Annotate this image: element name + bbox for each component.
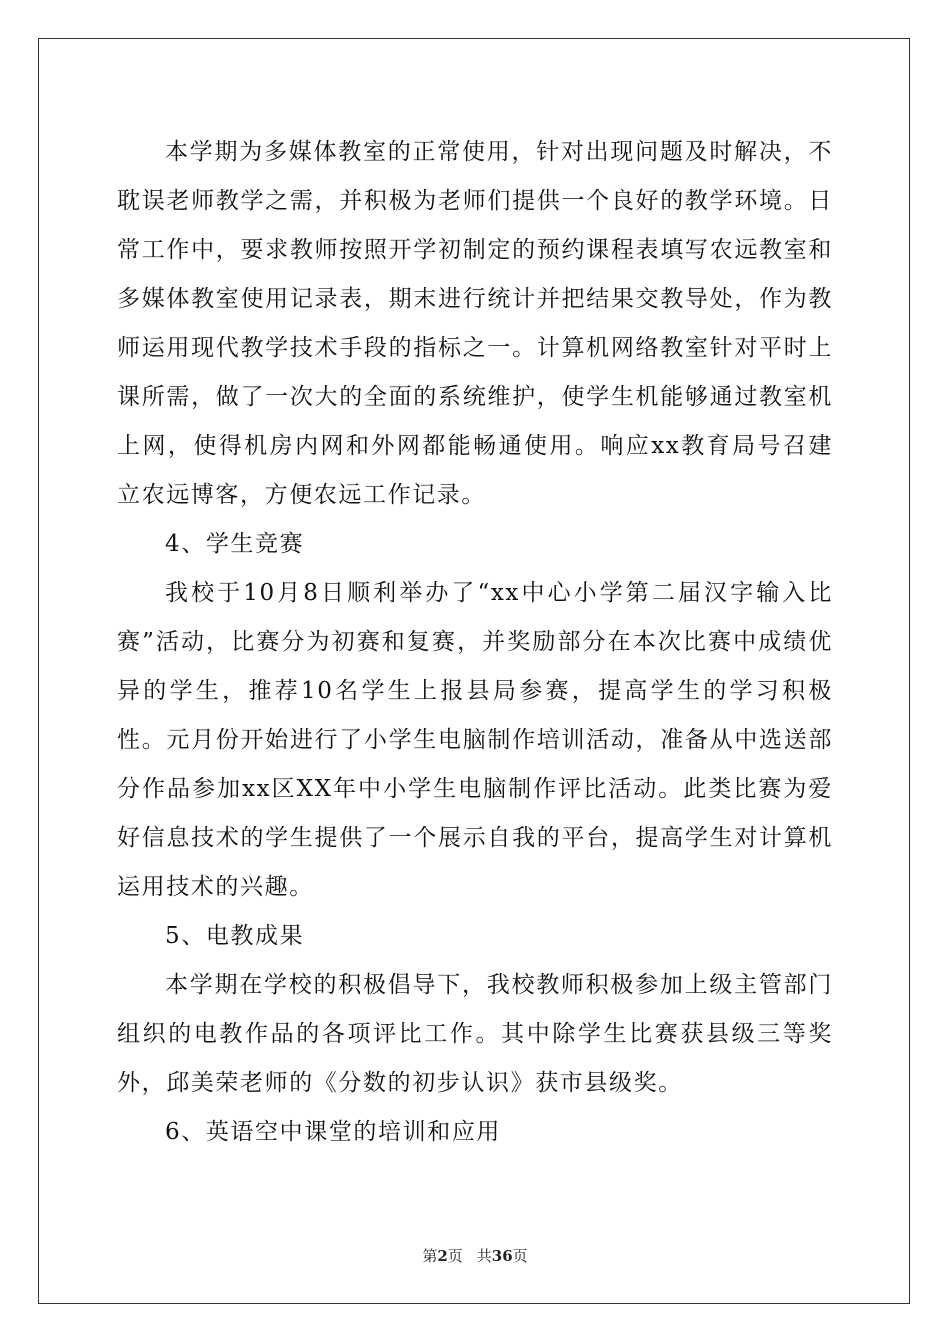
footer-page-number: 2	[437, 1247, 448, 1265]
page-footer	[0, 1246, 950, 1266]
footer-page-suffix: 页	[447, 1247, 463, 1265]
footer-total-prefix: 共	[476, 1247, 492, 1265]
section-heading-audiovisual-results: 5、电教成果	[165, 923, 305, 949]
paragraph-multimedia-classroom: 本学期为多媒体教室的正常使用，针对出现问题及时解决，不耽误老师教学之需，并积极为老师们提供一个良好的教学环境。日常工作中，要求教师按照开学初制定的预约课程表填写农远教室和多媒体教室使用记录表，期末进行统计并把结果交教导处，作为教师运用现代教学技术手段的指标之一。计算机网络教室针对平时上课所需，做了一次大的全面的系统维护，使学生机能够通过教室机上网，使得机房内网和外网都能畅通使用。响应xx教育局号召建立农远博客，方便农远工作记录。	[117, 139, 833, 508]
paragraph-audiovisual-results: 本学期在学校的积极倡导下，我校教师积极参加上级主管部门组织的电教作品的各项评比工作。其中除学生比赛获县级三等奖外，邱美荣老师的《分数的初步认识》获市县级奖。	[117, 972, 833, 1096]
section-heading-english-air-class: 6、英语空中课堂的培训和应用	[165, 1119, 502, 1145]
footer-prefix: 第	[422, 1247, 438, 1265]
section-heading-student-competition: 4、学生竞赛	[165, 531, 305, 557]
footer-total-suffix: 页	[512, 1247, 528, 1265]
document-body	[117, 128, 833, 1157]
footer-total-pages: 36	[491, 1247, 513, 1265]
paragraph-student-competition: 我校于10月8日顺利举办了“xx中心小学第二届汉字输入比赛”活动，比赛分为初赛和复赛，并奖励部分在本次比赛中成绩优异的学生，推荐10名学生上报县局参赛，提高学生的学习积极性。元月份开始进行了小学生电脑制作培训活动，准备从中选送部分作品参加xx区XX年中小学生电脑制作评比活动。此类比赛为爱好信息技术的学生提供了一个展示自我的平台，提高学生对计算机运用技术的兴趣。	[117, 580, 833, 900]
